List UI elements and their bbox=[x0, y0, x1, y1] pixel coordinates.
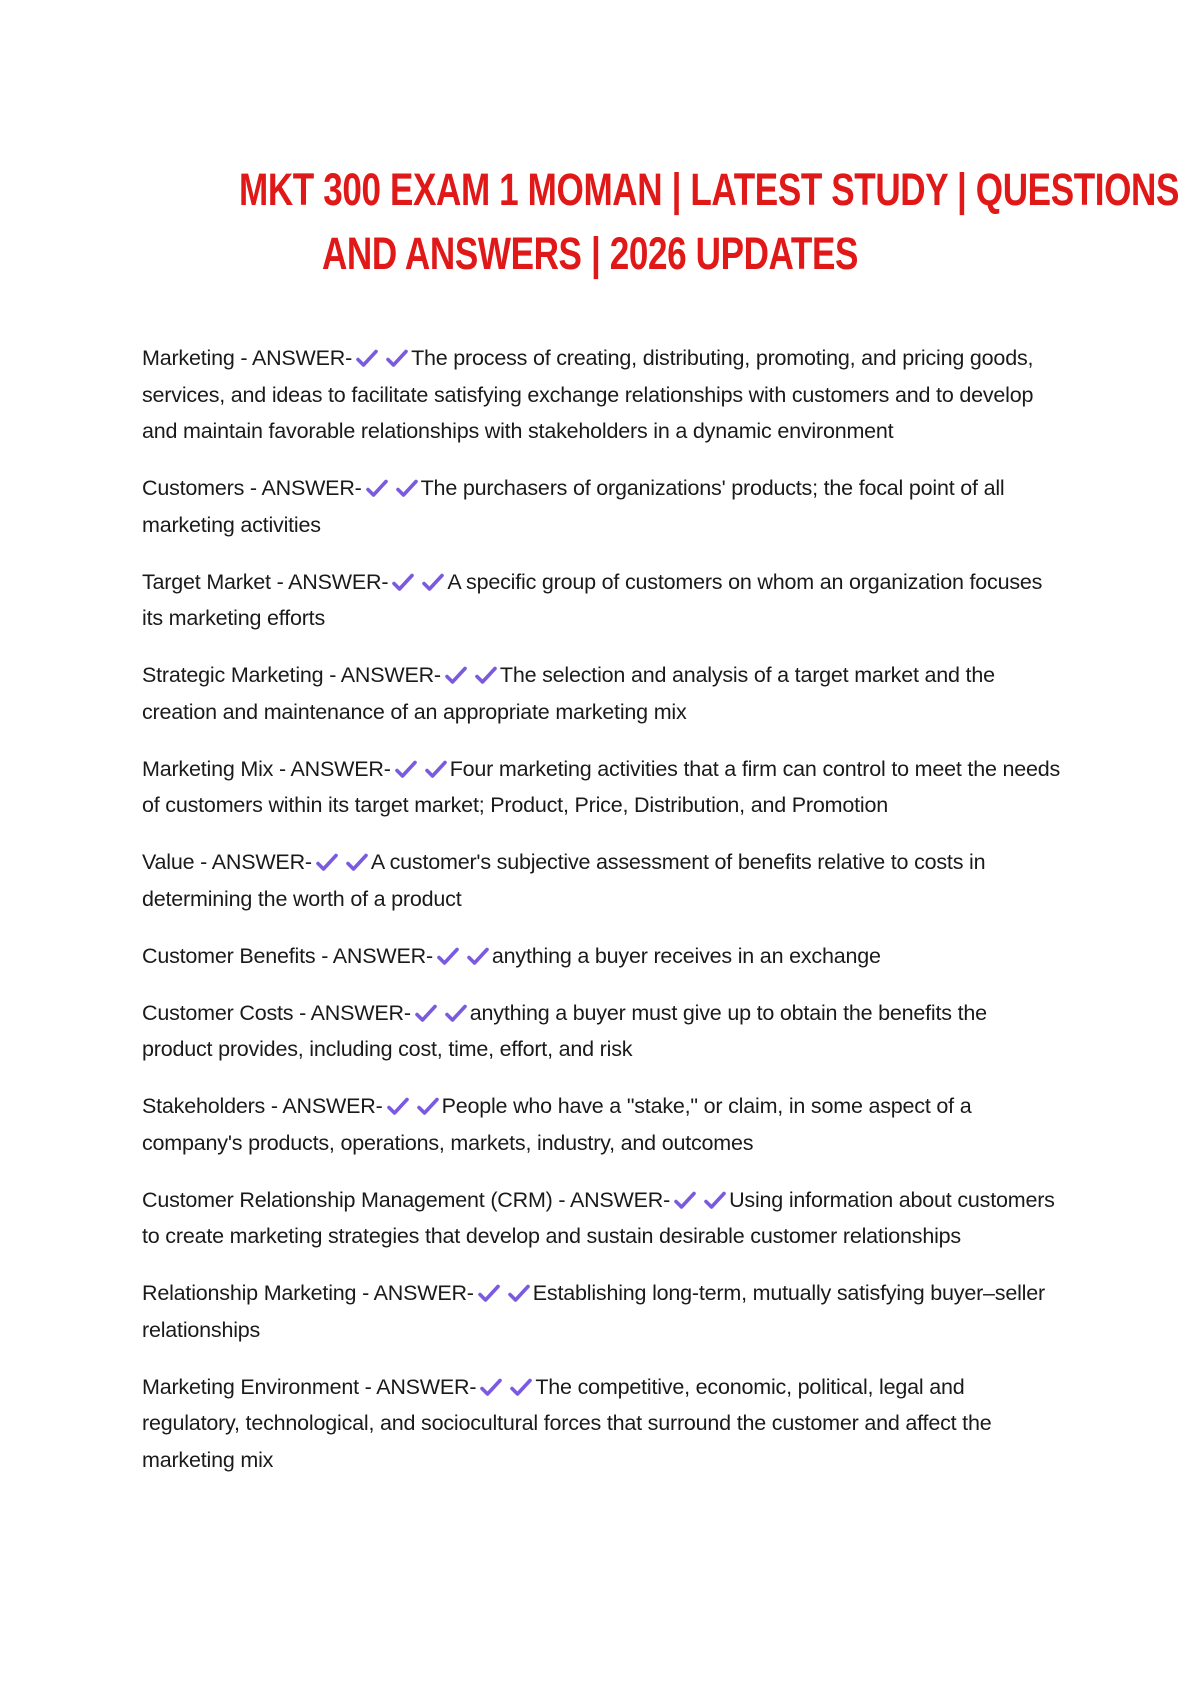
check-icon bbox=[480, 1377, 502, 1397]
entry-term: Marketing Mix bbox=[142, 756, 274, 781]
entry-term: Customer Relationship Management (CRM) bbox=[142, 1187, 553, 1212]
answer-marker: ANSWER- bbox=[251, 346, 353, 370]
entry-separator: - bbox=[356, 1281, 374, 1305]
entry-definition: A customer's subjective assessment of benefits relative to costs in determining the worth of a product bbox=[142, 850, 986, 911]
qa-list bbox=[142, 340, 1062, 1499]
entry-definition: The process of creating, distributing, promoting, and pricing goods, services, and ideas to facilitate satisfying exchange relationships with customers and to develop and maintain favorable relationships with stakeholders in a dynamic environment bbox=[142, 346, 1034, 443]
entry-term: Marketing bbox=[142, 346, 235, 370]
check-icon bbox=[445, 1003, 467, 1023]
check-icon bbox=[387, 1096, 409, 1116]
check-icon bbox=[366, 478, 388, 498]
check-icon bbox=[422, 572, 444, 592]
check-icon bbox=[674, 1190, 696, 1210]
entry-separator: - bbox=[323, 663, 341, 687]
entry-separator: - bbox=[273, 756, 291, 781]
title-line-1: MKT 300 EXAM 1 MOMAN | LATEST STUDY | QUESTIONS bbox=[239, 164, 1180, 215]
check-icon bbox=[437, 946, 459, 966]
check-icon bbox=[510, 1377, 532, 1397]
check-icon bbox=[425, 759, 447, 779]
check-icon bbox=[467, 946, 489, 966]
entry-separator: - bbox=[293, 1000, 311, 1025]
qa-entry bbox=[142, 751, 1062, 824]
qa-entry bbox=[142, 1369, 1062, 1479]
entry-definition: Four marketing activities that a firm can control to meet the needs of customers within its target market; Product, Price, Distribution, and Promotion bbox=[142, 756, 1061, 817]
entry-definition: Establishing long-term, mutually satisfying buyer–seller relationships bbox=[142, 1281, 1045, 1342]
answer-marker: ANSWER- bbox=[290, 756, 391, 781]
answer-marker: ANSWER- bbox=[340, 663, 441, 687]
qa-entry bbox=[142, 938, 1062, 975]
qa-entry bbox=[142, 1182, 1062, 1255]
entry-separator: - bbox=[194, 850, 212, 874]
entry-separator: - bbox=[315, 943, 333, 968]
entry-separator: - bbox=[234, 346, 252, 370]
check-icon bbox=[346, 852, 368, 872]
check-icon bbox=[478, 1283, 500, 1303]
check-icon bbox=[395, 759, 417, 779]
check-icon bbox=[417, 1096, 439, 1116]
qa-entry bbox=[142, 1088, 1062, 1161]
entry-definition: The competitive, economic, political, legal and regulatory, technological, and sociocultural forces that surround the customer and affect the marketing mix bbox=[142, 1374, 992, 1472]
entry-term: Strategic Marketing bbox=[142, 663, 324, 687]
entry-separator: - bbox=[265, 1094, 283, 1118]
qa-entry bbox=[142, 564, 1062, 637]
entry-separator: - bbox=[358, 1374, 377, 1399]
entry-term: Customers bbox=[142, 476, 245, 500]
answer-marker: ANSWER- bbox=[261, 476, 362, 500]
answer-marker: ANSWER- bbox=[569, 1187, 671, 1212]
check-icon bbox=[392, 572, 414, 592]
answer-marker: ANSWER- bbox=[373, 1281, 474, 1305]
entry-term: Customer Benefits bbox=[142, 943, 316, 968]
entry-term: Customer Costs bbox=[142, 1000, 294, 1025]
qa-entry bbox=[142, 1275, 1062, 1348]
check-icon bbox=[704, 1190, 726, 1210]
check-icon bbox=[445, 665, 467, 685]
check-icon bbox=[316, 852, 338, 872]
check-icon bbox=[386, 348, 408, 368]
entry-separator: - bbox=[270, 569, 289, 594]
answer-marker: ANSWER- bbox=[211, 850, 312, 874]
entry-separator: - bbox=[244, 476, 262, 500]
check-icon bbox=[475, 665, 497, 685]
check-icon bbox=[508, 1283, 530, 1303]
entry-term: Value bbox=[142, 850, 195, 874]
entry-definition: anything a buyer must give up to obtain the benefits the product provides, including cost, time, effort, and risk bbox=[142, 1000, 987, 1061]
entry-definition: The selection and analysis of a target market and the creation and maintenance of an appropriate marketing mix bbox=[142, 663, 995, 724]
qa-entry bbox=[142, 340, 1062, 450]
check-icon bbox=[415, 1003, 437, 1023]
entry-definition: The purchasers of organizations' products; the focal point of all marketing activities bbox=[142, 476, 1005, 537]
entry-definition: Using information about customers to create marketing strategies that develop and sustain desirable customer relationships bbox=[142, 1187, 1055, 1248]
entry-definition: A specific group of customers on whom an organization focuses its marketing efforts bbox=[142, 569, 1043, 630]
answer-marker: ANSWER- bbox=[310, 1000, 411, 1025]
entry-term: Target Market bbox=[142, 569, 271, 594]
entry-term: Marketing Environment bbox=[142, 1374, 359, 1399]
check-icon bbox=[396, 478, 418, 498]
answer-marker: ANSWER- bbox=[332, 943, 433, 968]
title-line-2: AND ANSWERS | 2026 UPDATES bbox=[321, 228, 859, 279]
qa-entry bbox=[142, 657, 1062, 730]
qa-entry bbox=[142, 844, 1062, 917]
entry-term: Stakeholders bbox=[142, 1094, 266, 1118]
answer-marker: ANSWER- bbox=[282, 1094, 383, 1118]
entry-definition: anything a buyer receives in an exchange bbox=[491, 943, 881, 968]
entry-term: Relationship Marketing bbox=[142, 1281, 357, 1305]
qa-entry bbox=[142, 995, 1062, 1068]
entry-separator: - bbox=[552, 1187, 570, 1212]
entry-definition: People who have a "stake," or claim, in some aspect of a company's products, operations, markets, industry, and outcomes bbox=[142, 1094, 972, 1155]
document-title bbox=[239, 158, 1180, 286]
answer-marker: ANSWER- bbox=[288, 569, 389, 594]
qa-entry bbox=[142, 470, 1062, 543]
answer-marker: ANSWER- bbox=[376, 1374, 477, 1399]
check-icon bbox=[356, 348, 378, 368]
